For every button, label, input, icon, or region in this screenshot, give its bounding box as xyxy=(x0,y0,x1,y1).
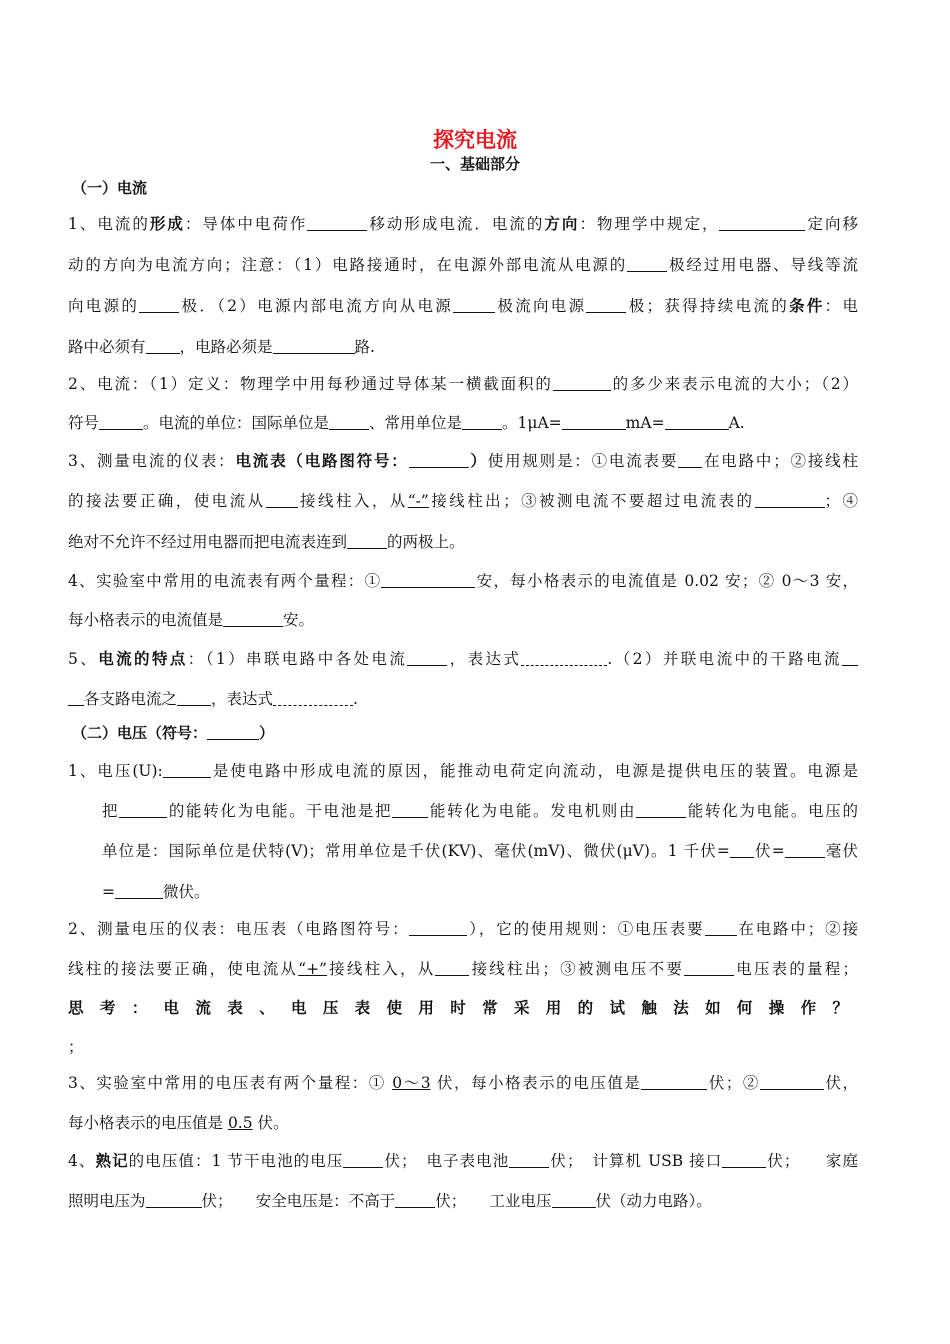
answer-blank[interactable] xyxy=(307,214,367,231)
answer-blank[interactable] xyxy=(453,296,495,313)
answer-blank[interactable] xyxy=(99,413,143,430)
v1-line-2: 把 的能转化为电能。干电池是把 能转化为电能。发电机则由 能转化为电能。电压的 xyxy=(102,802,858,820)
answer-blank[interactable] xyxy=(785,841,825,858)
answer-blank[interactable] xyxy=(119,801,167,818)
answer-blank[interactable] xyxy=(409,919,467,936)
q5-line-1: 5、电流的特点：（1）串联电路中各处电流 ，表达式 .（2）并联电流中的干路电流 xyxy=(68,648,858,670)
answer-blank[interactable] xyxy=(562,413,626,430)
answer-blank[interactable] xyxy=(146,1191,202,1208)
q1-line-2: 动的方向为电流方向；注意：（1）电路接通时，在电源外部电流从电源的 极经过用电器、导线等流 xyxy=(68,256,858,274)
answer-blank[interactable] xyxy=(139,296,179,313)
answer-blank[interactable] xyxy=(392,801,428,818)
answer-blank[interactable] xyxy=(343,1151,383,1168)
answer-blank[interactable] xyxy=(409,451,469,468)
v1-line-1: 1、电压(U): 是使电路中形成电流的原因，能推动电荷定向流动，电源是提供电压的装置。电源是 xyxy=(68,762,858,780)
answer-blank[interactable] xyxy=(273,337,355,354)
page-title: 探究电流 xyxy=(433,128,517,152)
q1-line-1: 1、电流的形成：导体中电荷作 移动形成电流．电流的方向：物理学中规定， 定向移 xyxy=(68,215,858,233)
answer-blank[interactable] xyxy=(552,1191,596,1208)
q5-line-2: 各支路电流之 ，表达式 . xyxy=(68,688,858,710)
answer-blank[interactable] xyxy=(509,1151,549,1168)
answer-blank[interactable] xyxy=(627,255,667,272)
answer-blank[interactable] xyxy=(755,491,825,508)
v3-line-2: 每小格表示的电压值是 0.5 伏。 xyxy=(68,1114,289,1132)
answer-blank[interactable] xyxy=(636,801,686,818)
v4-line-1: 4、熟记的电压值：1 节干电池的电压 伏； 电子表电池 伏； 计算机 USB 接口 伏； 家庭 xyxy=(68,1152,858,1170)
answer-blank[interactable] xyxy=(177,689,211,706)
v2-line-2: 线柱的接法要正确，使电流从“+”接线柱入，从 接线柱出；③被测电压不要 电压表的量程； xyxy=(68,960,858,978)
answer-blank[interactable] xyxy=(705,919,737,936)
answer-blank[interactable] xyxy=(678,451,702,468)
answer-blank[interactable] xyxy=(641,1073,707,1090)
answer-blank[interactable] xyxy=(760,1073,824,1090)
q3-line-3: 绝对不允许不经过用电器而把电流表连到 的两极上。 xyxy=(68,533,465,551)
answer-blank[interactable] xyxy=(553,374,611,391)
answer-blank[interactable] xyxy=(273,689,353,706)
section-voltage-heading: （二）电压（符号： ） xyxy=(72,724,275,742)
v1-line-4: = 微伏。 xyxy=(102,883,210,901)
answer-blank[interactable] xyxy=(68,689,84,706)
think-answer-end: ； xyxy=(68,1038,84,1056)
answer-blank[interactable] xyxy=(207,723,259,740)
q3-line-2: 的接法要正确，使电流从 接线柱入，从“-”接线柱出；③被测电流不要超过电流表的 ；④ xyxy=(68,492,858,510)
answer-blank[interactable] xyxy=(722,1151,766,1168)
q1-line-3: 向电源的 极．（2）电源内部电流方向从电源 极流向电源 极；获得持续电流的条件：电 xyxy=(68,297,858,315)
think-question: 思考：电流表、电压表使用时常采用的试触法如何操作？ xyxy=(68,999,850,1017)
answer-blank[interactable] xyxy=(407,649,447,666)
answer-blank[interactable] xyxy=(842,649,858,666)
answer-blank[interactable] xyxy=(684,959,734,976)
answer-blank[interactable] xyxy=(462,413,502,430)
q2-line-1: 2、电流：（1）定义：物理学中用每秒通过导体某一横截面积的 的多少来表示电流的大小；（2） xyxy=(68,375,858,393)
q1-line-4: 路中必须有 ，电路必须是 路. xyxy=(68,338,375,356)
answer-blank[interactable] xyxy=(381,571,475,588)
answer-blank[interactable] xyxy=(435,959,469,976)
answer-blank[interactable] xyxy=(730,841,754,858)
q2-line-2: 符号 。电流的单位：国际单位是 、常用单位是 。1μA= mA= A. xyxy=(68,414,745,432)
answer-blank[interactable] xyxy=(329,413,369,430)
answer-blank[interactable] xyxy=(521,649,607,666)
v4-line-2: 照明电压为 伏； 安全电压是：不高于 伏； 工业电压 伏（动力电路）。 xyxy=(68,1192,712,1210)
answer-blank[interactable] xyxy=(586,296,626,313)
answer-blank[interactable] xyxy=(223,610,283,627)
answer-blank[interactable] xyxy=(347,532,387,549)
q4-line-2: 每小格表示的电流值是 安。 xyxy=(68,611,315,629)
v2-line-1: 2、测量电压的仪表：电压表（电路图符号： ），它的使用规则：①电压表要 在电路中；②接 xyxy=(68,920,858,938)
answer-blank[interactable] xyxy=(146,337,180,354)
v1-line-3: 单位是：国际单位是伏特(V)；常用单位是千伏(KV)、毫伏(mV)、微伏(μV)。1 千伏= 伏= 毫伏 xyxy=(102,842,858,860)
answer-blank[interactable] xyxy=(719,214,805,231)
q4-line-1: 4、实验室中常用的电流表有两个量程：① 安，每小格表示的电流值是 0.02 安；② 0～3 安， xyxy=(68,572,858,590)
answer-blank[interactable] xyxy=(266,491,298,508)
answer-blank[interactable] xyxy=(395,1191,435,1208)
answer-blank[interactable] xyxy=(163,761,211,778)
answer-blank[interactable] xyxy=(115,882,163,899)
answer-blank[interactable] xyxy=(665,413,729,430)
v3-line-1: 3、实验室中常用的电压表有两个量程：① 0～3 伏，每小格表示的电压值是 伏；② 伏， xyxy=(68,1074,858,1092)
part-subtitle: 一、基础部分 xyxy=(429,155,520,173)
section-current-heading: （一）电流 xyxy=(72,179,148,197)
q3-line-1: 3、测量电流的仪表：电流表（电路图符号： ）使用规则是：①电流表要 在电路中；②接线柱 xyxy=(68,452,858,470)
